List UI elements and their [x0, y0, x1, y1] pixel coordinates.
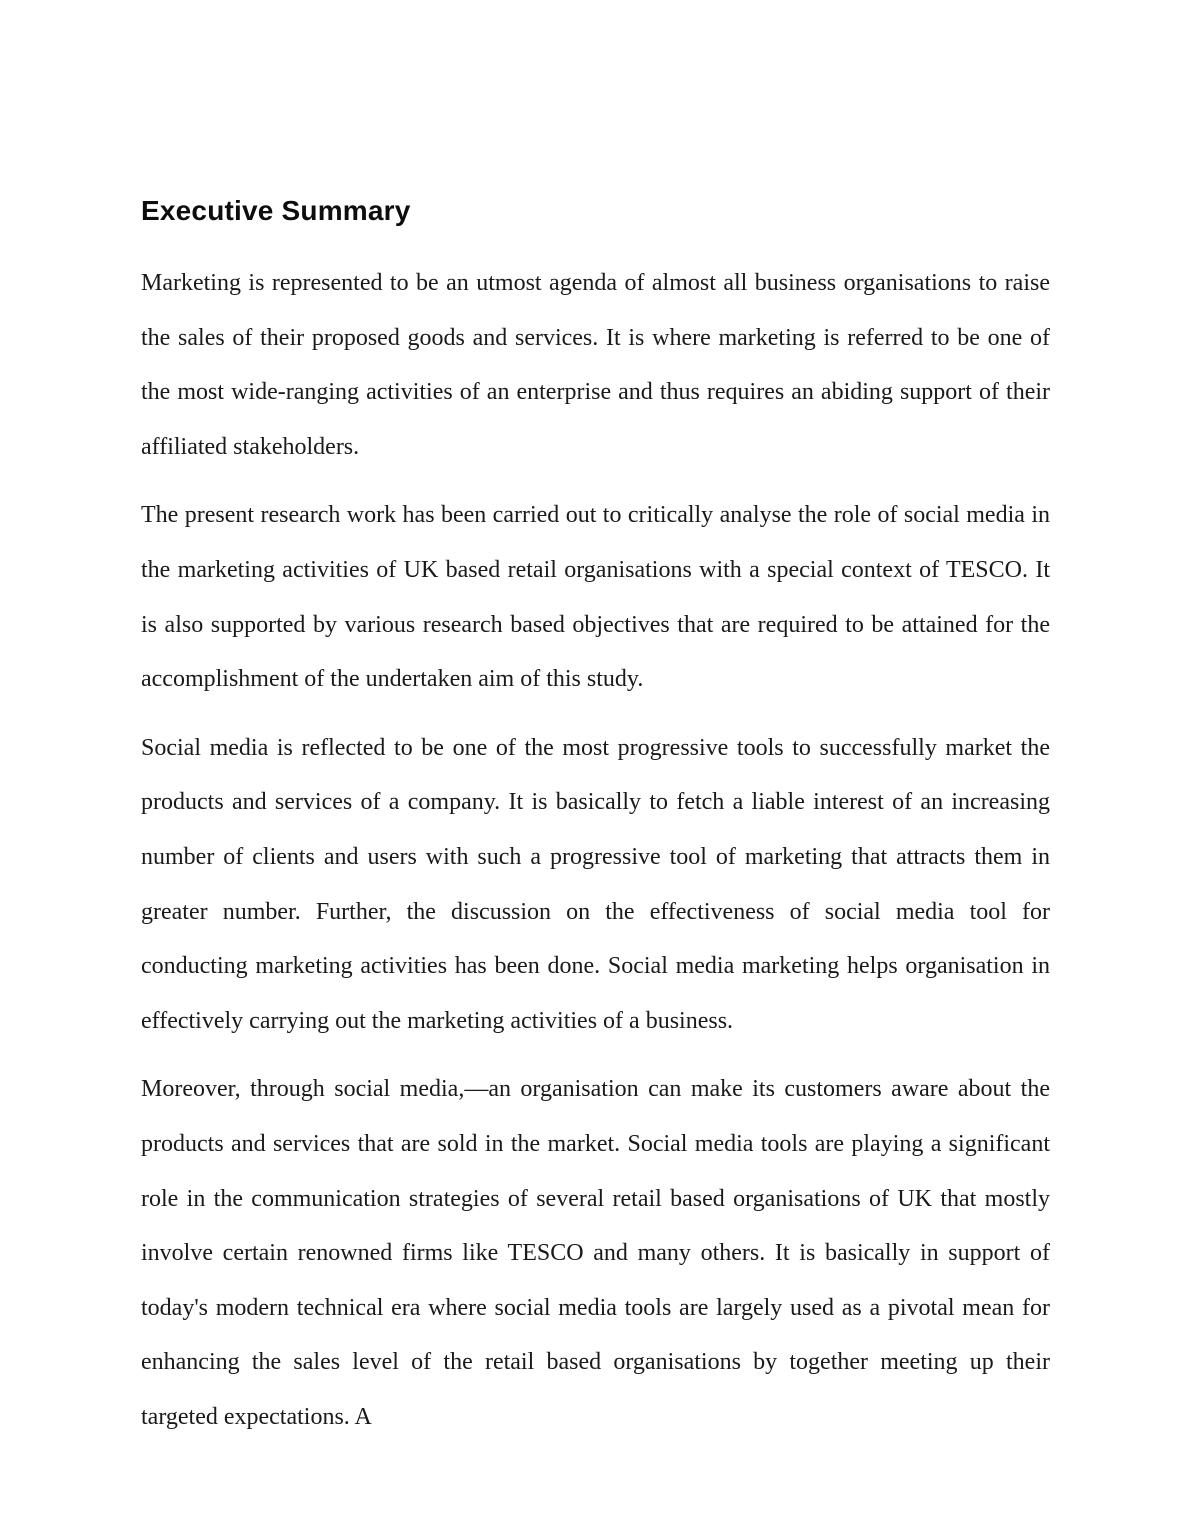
paragraph-customer-awareness: Moreover, through social media,—an organisation can make its customers aware about the products and services that are sold in the market. Social media tools are playing a significant role in the communication strategies of several retail based organisations of UK that mostly involve certain renowned firms like TESCO and many others. It is basically in support of today's modern technical era where social media tools are largely used as a pivotal mean for enhancing the sales level of the retail based organisations by together meeting up their targeted expectations. A: [141, 1076, 1050, 1430]
paragraph-social-media-tool: Social media is reflected to be one of the most progressive tools to successfully market the products and services of a company. It is basically to fetch a liable interest of an increasing number of clients and users with such a progressive tool of marketing that attracts them in greater number. Further, the discussion on the effectiveness of social media tool for conducting marketing activities has been done. Social media marketing helps organisation in effectively carrying out the marketing activities of a business.: [141, 734, 1050, 1034]
paragraph-marketing-intro: Marketing is represented to be an utmost agenda of almost all business organisations to raise the sales of their proposed goods and services. It is where marketing is referred to be one of the most wide-ranging activities of an enterprise and thus requires an abiding support of their affiliated stakeholders.: [141, 270, 1050, 460]
document-heading: Executive Summary: [141, 195, 411, 226]
paragraph-research-aim: The present research work has been carried out to critically analyse the role of social media in the marketing activities of UK based retail organisations with a special context of TESCO. It is also supported by various research based objectives that are required to be attained for the accomplishment of the undertaken aim of this study.: [141, 502, 1050, 693]
